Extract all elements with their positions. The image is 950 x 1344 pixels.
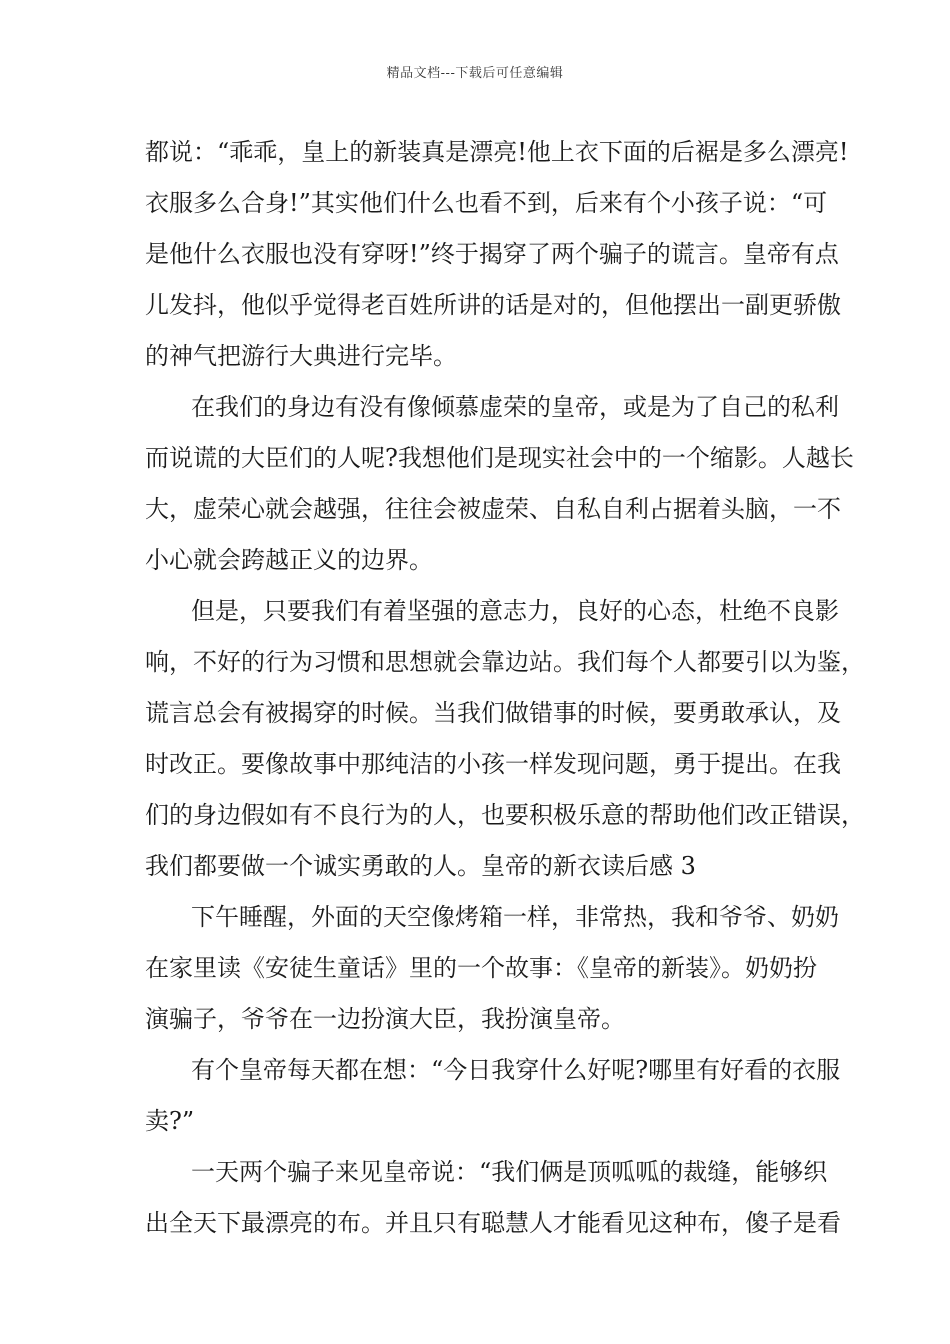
document-body [145, 127, 865, 1249]
text-line: 衣服多么合身!”其实他们什么也看不到，后来有个小孩子说：“可 [145, 189, 828, 217]
text-line: 小心就会跨越正义的边界。 [145, 546, 433, 574]
text-line: 时改正。要像故事中那纯洁的小孩一样发现问题，勇于提出。在我 [145, 750, 841, 778]
text-line: 是他什么衣服也没有穿呀!”终于揭穿了两个骗子的谎言。皇帝有点 [145, 240, 839, 268]
text-line: 我们都要做一个诚实勇敢的人。皇帝的新衣读后感 3 [145, 852, 696, 880]
text-line: 谎言总会有被揭穿的时候。当我们做错事的时候，要勇敢承认，及 [145, 699, 841, 727]
text-line: 出全天下最漂亮的布。并且只有聪慧人才能看见这种布，傻子是看 [145, 1209, 841, 1237]
text-line: 卖?” [145, 1107, 195, 1135]
text-line: 们的身边假如有不良行为的人，也要积极乐意的帮助他们改正错误， [145, 801, 865, 829]
text-line: 都说：“乖乖，皇上的新装真是漂亮!他上衣下面的后裾是多么漂亮! [145, 138, 849, 166]
paragraph-start-line: 一天两个骗子来见皇帝说：“我们俩是顶呱呱的裁缝，能够织 [191, 1158, 828, 1186]
paragraph-start-line: 下午睡醒，外面的天空像烤箱一样，非常热，我和爷爷、奶奶 [191, 903, 839, 931]
text-line: 儿发抖，他似乎觉得老百姓所讲的话是对的，但他摆出一副更骄傲 [145, 291, 841, 319]
text-line: 的神气把游行大典进行完毕。 [145, 342, 457, 370]
text-line: 在家里读《安徒生童话》里的一个故事：《皇帝的新装》。奶奶扮 [145, 954, 817, 982]
text-line: 而说谎的大臣们的人呢?我想他们是现实社会中的一个缩影。人越长 [145, 444, 854, 472]
text-line: 大，虚荣心就会越强，往往会被虚荣、自私自利占据着头脑，一不 [145, 495, 841, 523]
text-line: 响，不好的行为习惯和思想就会靠边站。我们每个人都要引以为鉴， [145, 648, 865, 676]
text-line: 演骗子，爷爷在一边扮演大臣，我扮演皇帝。 [145, 1005, 625, 1033]
paragraph-start-line: 在我们的身边有没有像倾慕虚荣的皇帝，或是为了自己的私利 [191, 393, 839, 421]
paragraph-start-line: 有个皇帝每天都在想：“今日我穿什么好呢?哪里有好看的衣服 [191, 1056, 841, 1084]
paragraph-start-line: 但是，只要我们有着坚强的意志力，良好的心态，杜绝不良影 [191, 597, 839, 625]
page-header: 精品文档---下载后可任意编辑 [386, 66, 564, 81]
